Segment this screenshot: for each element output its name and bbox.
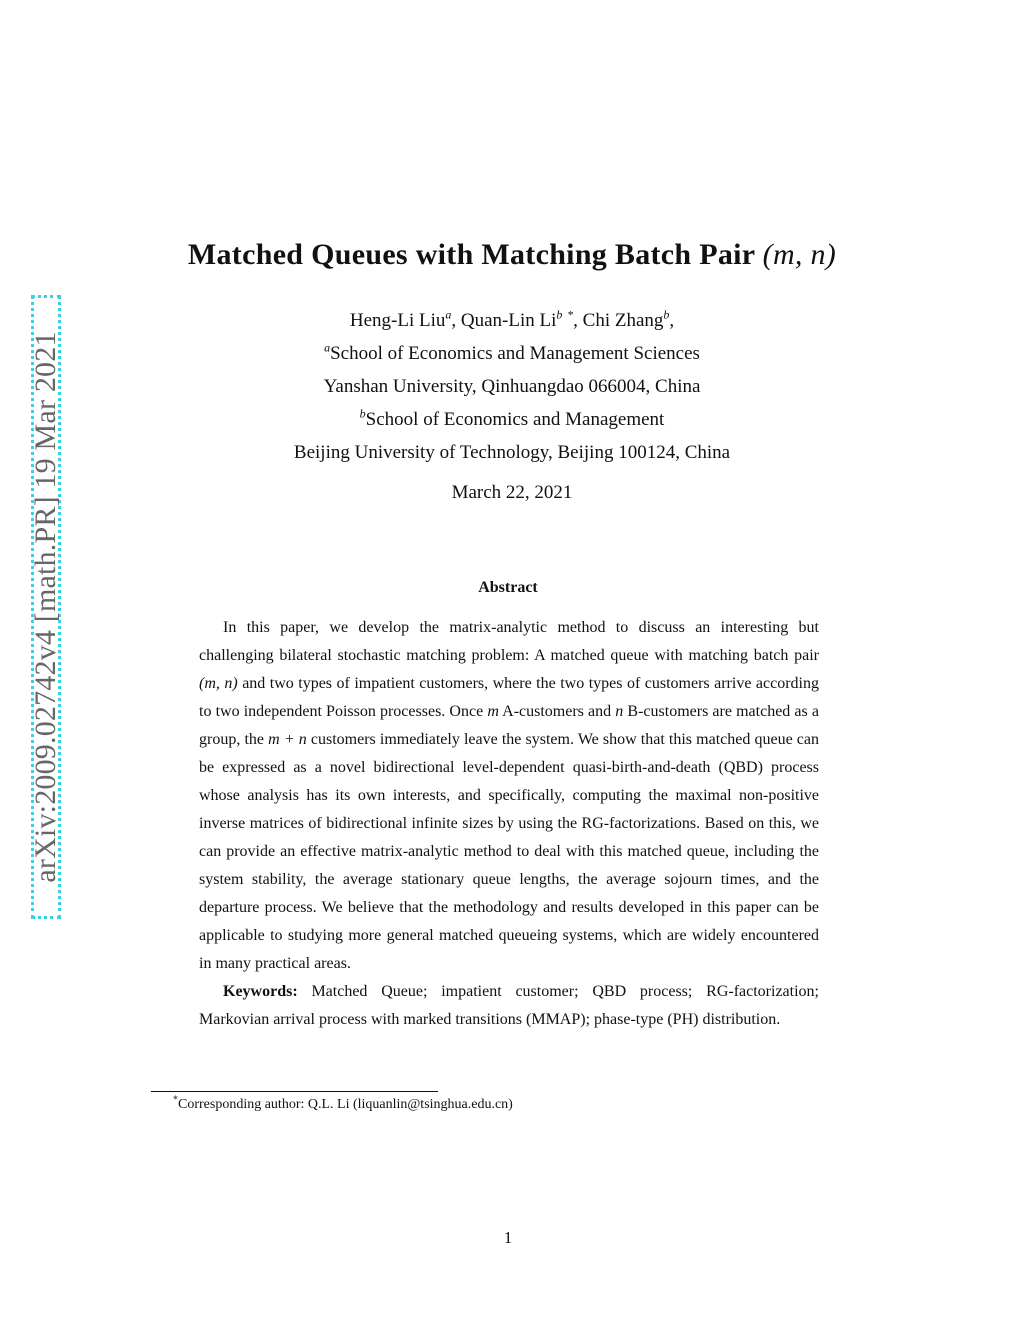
keywords-paragraph bbox=[199, 978, 819, 1034]
paper-title bbox=[0, 236, 1024, 274]
abstract-text-1: In this paper, we develop the matrix-analytic method to discuss an interesting but challenging bilateral stochastic matching problem: A matched queue with matching batch pair bbox=[199, 619, 819, 664]
author-block bbox=[0, 304, 1024, 469]
affiliation-b-line1 bbox=[0, 403, 1024, 436]
footnote-rule bbox=[151, 1091, 438, 1092]
author-line: Heng-Li Liu$^a$, Quan-Lin Li$^b$ *, Chi Zhang$^b$, bbox=[349, 307, 675, 331]
title-math: (m, n) bbox=[762, 238, 837, 271]
author-2: Quan-Lin Li bbox=[460, 310, 557, 331]
author-1: Heng-Li Liu bbox=[349, 310, 446, 331]
affiliation-b-mark: b bbox=[359, 406, 366, 421]
title-text: Matched Queues with Matching Batch Pair bbox=[187, 238, 755, 271]
abstract-text-3: A-customers and bbox=[498, 703, 616, 720]
affiliation-a-mark: a bbox=[324, 340, 331, 355]
author-1-affil: a bbox=[445, 307, 452, 322]
footnote-text[interactable]: Corresponding author: Q.L. Li (liquanlin@tsinghua.edu.cn) bbox=[178, 1097, 513, 1112]
abstract-math-3: n bbox=[615, 703, 624, 720]
abstract-paragraph bbox=[199, 614, 819, 978]
abstract-body bbox=[199, 614, 819, 1034]
abstract-math-2: m bbox=[487, 703, 499, 720]
abstract-text-2: and two types of impatient customers, where the two types of customers arrive according to two independent Poisson processes. Once bbox=[199, 675, 819, 720]
affiliation-a-line1 bbox=[0, 337, 1024, 370]
affiliation-b-name: School of Economics and Management bbox=[365, 409, 665, 430]
affiliation-b-line2: Beijing University of Technology, Beijing 100124, China bbox=[293, 442, 731, 463]
abstract-text-4: B-customers are matched as a group, the bbox=[199, 703, 819, 748]
keywords-label: Keywords: bbox=[223, 983, 298, 1000]
affiliation-a-name: School of Economics and Management Sciences bbox=[330, 343, 700, 364]
keywords-text: Matched Queue; impatient customer; QBD process; RG-factorization; Markovian arrival process with marked transitions (MMAP); phase-type (PH) distribution. bbox=[199, 983, 819, 1028]
footnote-mark: * bbox=[173, 1094, 178, 1106]
author-3-affil: b bbox=[663, 307, 670, 322]
page-number: 1 bbox=[503, 1228, 513, 1247]
abstract-math-1: (m, n) bbox=[199, 675, 238, 692]
paper-date: March 22, 2021 bbox=[451, 482, 573, 503]
affiliation-a-line2: Yanshan University, Qinhuangdao 066004, China bbox=[323, 376, 701, 397]
author-2-affil: b bbox=[556, 307, 563, 322]
abstract-text-5: customers immediately leave the system. We show that this matched queue can be expressed as a novel bidirectional level-dependent quasi-birth-and-death (QBD) process whose analysis has its own interests, and specifically, computing the maximal non-positive inverse matrices of bidirectional infinite sizes by using the RG-factorizations. Based on this, we can provide an effective matrix-analytic method to deal with this matched queue, including the system stability, the average stationary queue lengths, the average sojourn times, and the departure process. We believe that the methodology and results developed in this paper can be applicable to studying more general matched queueing systems, which are widely encountered in many practical areas. bbox=[199, 731, 820, 972]
corresponding-mark[interactable]: * bbox=[567, 307, 574, 322]
abstract-math-4: m + n bbox=[268, 731, 307, 748]
author-3: Chi Zhang bbox=[582, 310, 664, 331]
abstract-heading: Abstract bbox=[478, 579, 538, 596]
arxiv-identifier: arXiv:2009.02742v4 [math.PR] 19 Mar 2021 bbox=[29, 331, 62, 883]
footnote bbox=[173, 1096, 513, 1114]
